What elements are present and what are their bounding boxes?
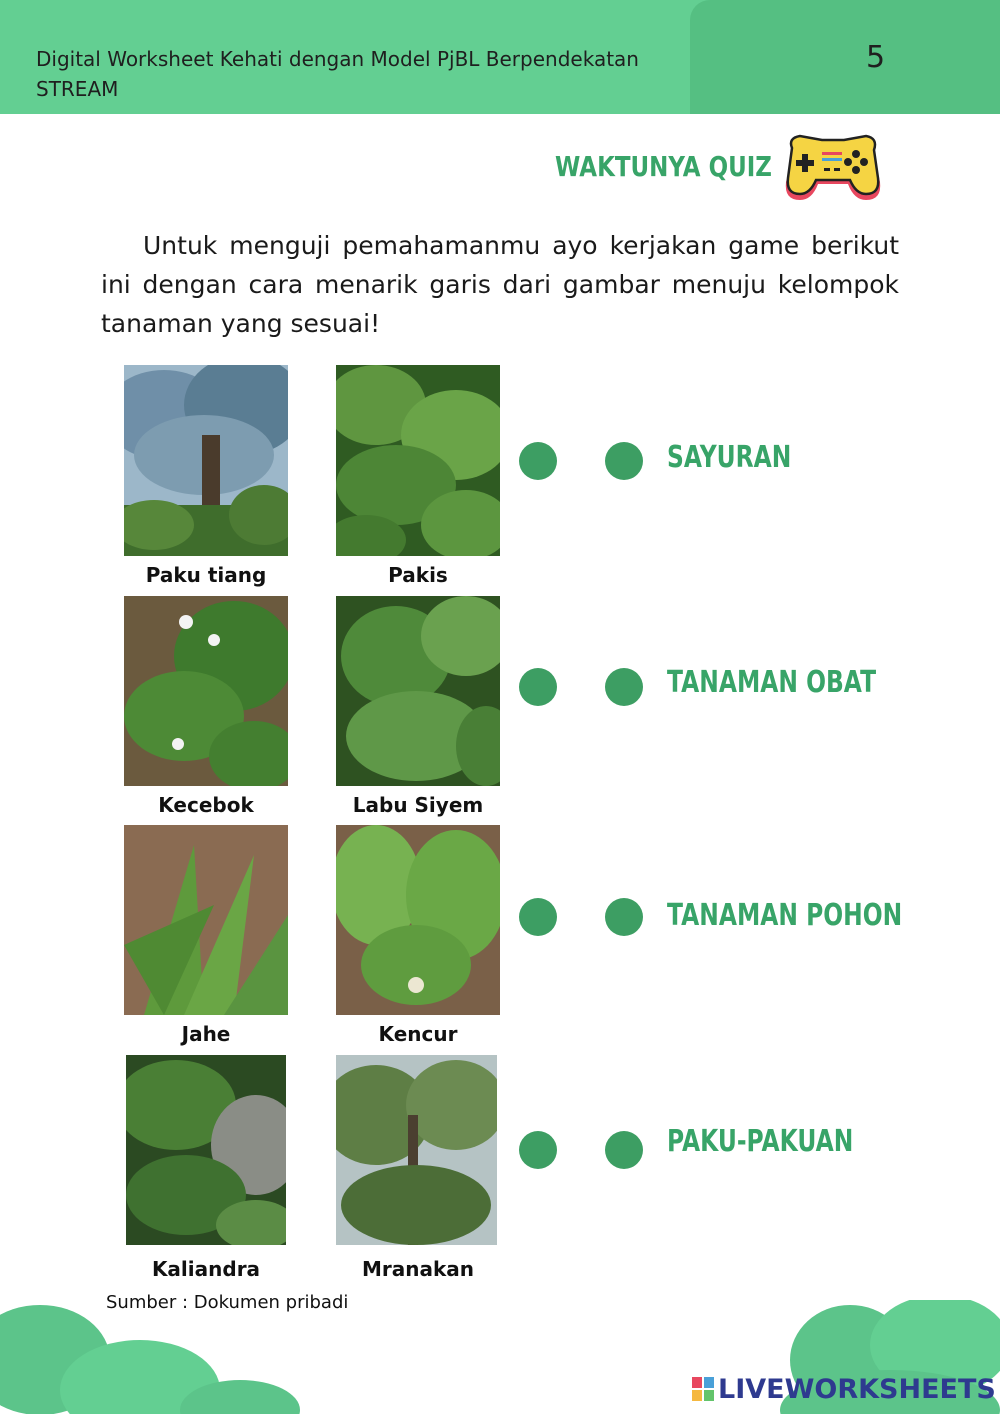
header-shade <box>690 0 1000 114</box>
caption-pakis: Pakis <box>388 563 448 587</box>
caption-paku-tiang: Paku tiang <box>145 563 267 587</box>
match-dot-sayuran[interactable] <box>605 442 643 480</box>
category-tanaman-pohon: TANAMAN POHON <box>667 898 903 933</box>
category-paku-pakuan: PAKU-PAKUAN <box>667 1124 854 1159</box>
match-dot-tanaman-obat[interactable] <box>605 668 643 706</box>
photo-paku-tiang <box>124 365 288 556</box>
photo-kencur <box>336 825 500 1015</box>
caption-mranakan: Mranakan <box>361 1257 475 1281</box>
caption-jahe: Jahe <box>181 1022 231 1046</box>
gamepad-icon <box>780 122 886 208</box>
match-dot-left-2[interactable] <box>519 668 557 706</box>
photo-kecebok <box>124 596 288 786</box>
match-dot-left-3[interactable] <box>519 898 557 936</box>
photo-mranakan <box>336 1055 497 1245</box>
photo-jahe <box>124 825 288 1015</box>
match-dot-left-1[interactable] <box>519 442 557 480</box>
liveworksheets-logo-icon <box>692 1377 714 1401</box>
match-dot-left-4[interactable] <box>519 1131 557 1169</box>
bush-decoration-left <box>0 1300 300 1414</box>
caption-kaliandra: Kaliandra <box>151 1257 261 1281</box>
source-note: Sumber : Dokumen pribadi <box>106 1292 349 1313</box>
liveworksheets-brand[interactable]: LIVEWORKSHEETS <box>718 1374 996 1405</box>
instructions-text: Untuk menguji pemahamanmu ayo kerjakan game berikut ini dengan cara menarik garis dari gambar menuju kelompok tanaman yang sesuai! <box>101 231 899 338</box>
page-number: 5 <box>866 40 886 75</box>
caption-labu-siyem: Labu Siyem <box>352 793 484 817</box>
quiz-heading: WAKTUNYA QUIZ <box>555 150 772 183</box>
caption-kencur: Kencur <box>378 1022 458 1046</box>
photo-pakis <box>336 365 500 556</box>
category-sayuran: SAYURAN <box>667 440 792 475</box>
page-header <box>0 0 1000 114</box>
photo-kaliandra <box>126 1055 286 1245</box>
category-tanaman-obat: TANAMAN OBAT <box>667 665 877 700</box>
match-dot-tanaman-pohon[interactable] <box>605 898 643 936</box>
worksheet-title: Digital Worksheet Kehati dengan Model PjBL Berpendekatan STREAM <box>36 47 639 101</box>
photo-labu-siyem <box>336 596 500 786</box>
match-dot-paku-pakuan[interactable] <box>605 1131 643 1169</box>
caption-kecebok: Kecebok <box>158 793 254 817</box>
